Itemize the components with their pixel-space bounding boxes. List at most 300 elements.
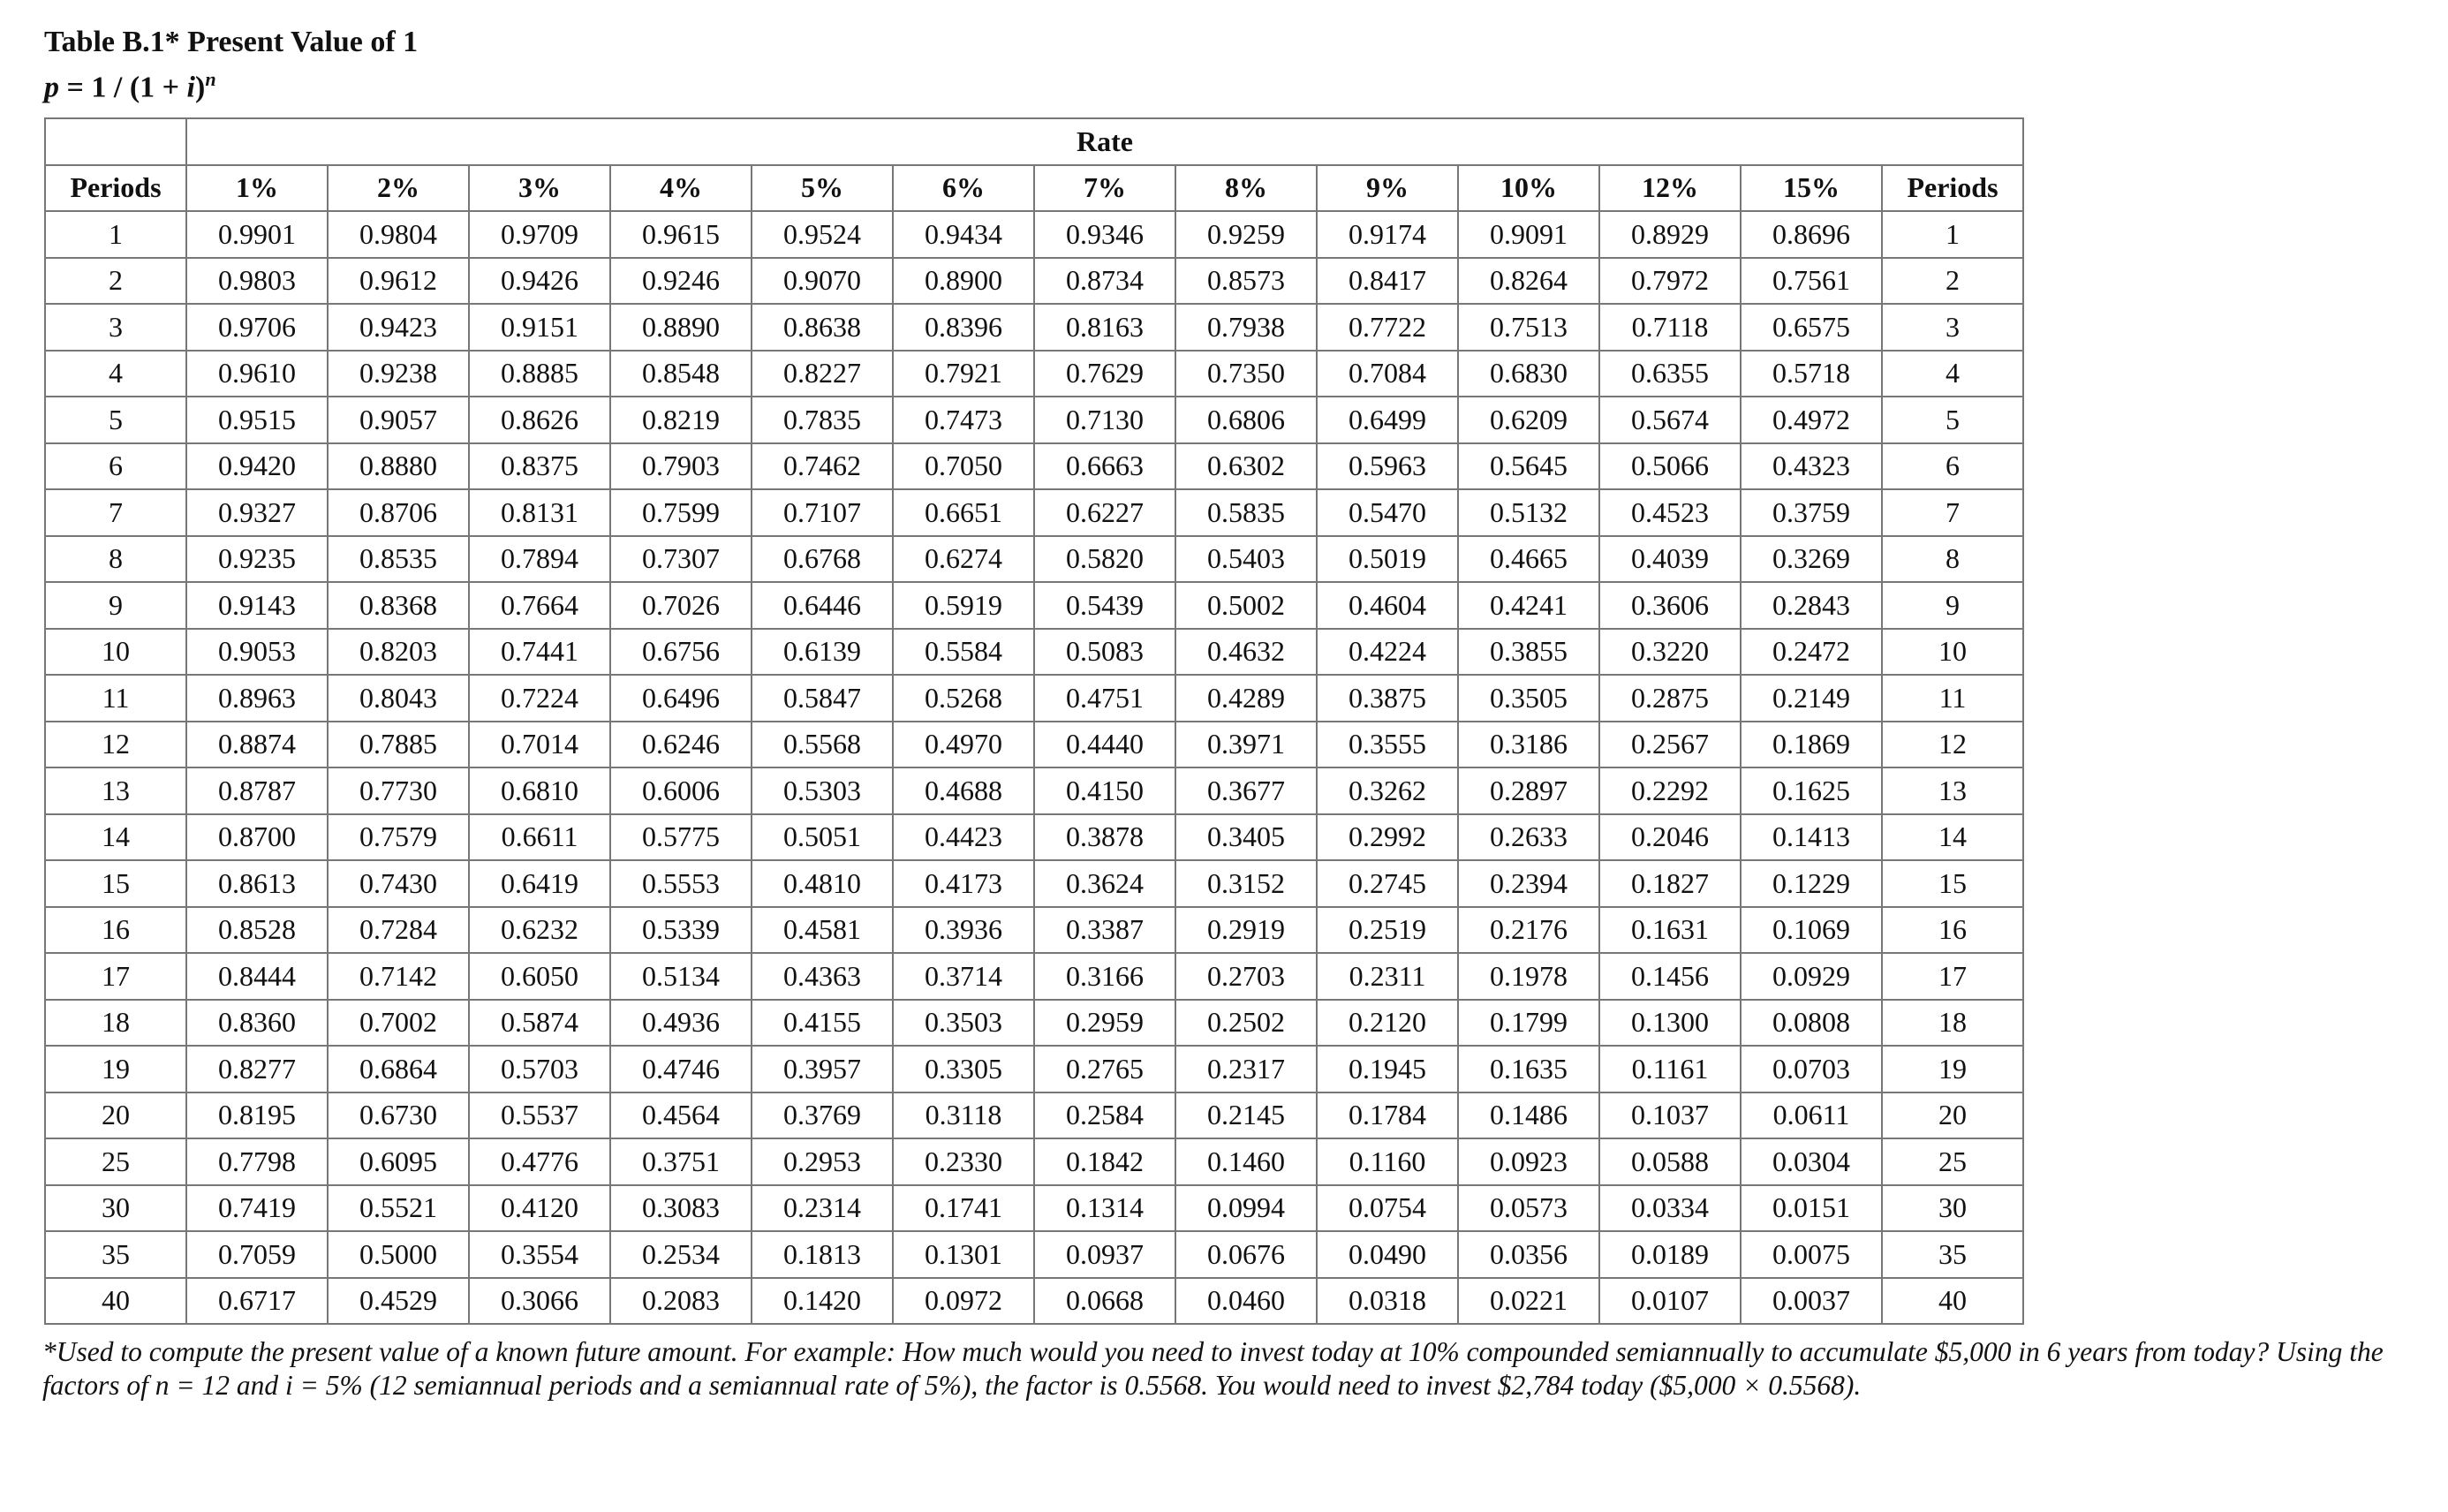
factor-cell: 0.3186 (1458, 722, 1599, 768)
factor-cell: 0.7107 (752, 489, 893, 536)
factor-cell: 0.8885 (469, 351, 610, 397)
period-cell-right: 12 (1882, 722, 2023, 768)
period-cell-right: 30 (1882, 1185, 2023, 1232)
period-cell: 19 (45, 1046, 186, 1092)
factor-cell: 0.7142 (328, 953, 469, 1000)
factor-cell: 0.6717 (186, 1278, 328, 1325)
factor-cell: 0.9706 (186, 304, 328, 351)
factor-cell: 0.0304 (1741, 1138, 1882, 1185)
factor-cell: 0.8573 (1175, 258, 1317, 305)
factor-cell: 0.1229 (1741, 860, 1882, 907)
table-row (45, 1185, 2023, 1232)
period-cell: 30 (45, 1185, 186, 1232)
factor-cell: 0.4363 (752, 953, 893, 1000)
factor-cell: 0.2534 (610, 1231, 752, 1278)
factor-cell: 0.4120 (469, 1185, 610, 1232)
factor-cell: 0.7664 (469, 582, 610, 629)
factor-cell: 0.6246 (610, 722, 752, 768)
factor-cell: 0.8613 (186, 860, 328, 907)
factor-cell: 0.3624 (1034, 860, 1175, 907)
factor-cell: 0.3971 (1175, 722, 1317, 768)
factor-cell: 0.0037 (1741, 1278, 1882, 1325)
factor-cell: 0.8734 (1034, 258, 1175, 305)
factor-cell: 0.5919 (893, 582, 1034, 629)
factor-cell: 0.4751 (1034, 675, 1175, 722)
factor-cell: 0.2145 (1175, 1092, 1317, 1139)
factor-cell: 0.7430 (328, 860, 469, 907)
factor-cell: 0.2176 (1458, 907, 1599, 954)
factor-cell: 0.7224 (469, 675, 610, 722)
factor-cell: 0.1314 (1034, 1185, 1175, 1232)
table-row (45, 1138, 2023, 1185)
factor-cell: 0.6496 (610, 675, 752, 722)
rate-column-header: 3% (469, 165, 610, 212)
factor-cell: 0.9070 (752, 258, 893, 305)
factor-cell: 0.9235 (186, 536, 328, 583)
table-row (45, 351, 2023, 397)
factor-cell: 0.7473 (893, 397, 1034, 443)
table-row (45, 953, 2023, 1000)
factor-cell: 0.5847 (752, 675, 893, 722)
formula-var: i (186, 71, 195, 104)
factor-cell: 0.7903 (610, 443, 752, 490)
factor-cell: 0.6209 (1458, 397, 1599, 443)
factor-cell: 0.0754 (1317, 1185, 1458, 1232)
factor-cell: 0.8890 (610, 304, 752, 351)
factor-cell: 0.9238 (328, 351, 469, 397)
factor-cell: 0.2897 (1458, 767, 1599, 814)
table-row (45, 860, 2023, 907)
factor-cell: 0.6446 (752, 582, 893, 629)
factor-cell: 0.2843 (1741, 582, 1882, 629)
factor-cell: 0.3305 (893, 1046, 1034, 1092)
factor-cell: 0.6274 (893, 536, 1034, 583)
rate-column-header: 8% (1175, 165, 1317, 212)
factor-cell: 0.9143 (186, 582, 328, 629)
factor-cell: 0.3262 (1317, 767, 1458, 814)
factor-cell: 0.2083 (610, 1278, 752, 1325)
period-cell: 35 (45, 1231, 186, 1278)
factor-cell: 0.3855 (1458, 629, 1599, 676)
rate-column-header: 1% (186, 165, 328, 212)
factor-cell: 0.2633 (1458, 814, 1599, 861)
factor-cell: 0.8219 (610, 397, 752, 443)
table-row (45, 582, 2023, 629)
factor-cell: 0.9259 (1175, 211, 1317, 258)
factor-cell: 0.2311 (1317, 953, 1458, 1000)
factor-cell: 0.6232 (469, 907, 610, 954)
factor-cell: 0.4632 (1175, 629, 1317, 676)
factor-cell: 0.0923 (1458, 1138, 1599, 1185)
table-row (45, 1046, 2023, 1092)
factor-cell: 0.2875 (1599, 675, 1741, 722)
factor-cell: 0.9615 (610, 211, 752, 258)
factor-cell: 0.7130 (1034, 397, 1175, 443)
period-cell-right: 2 (1882, 258, 2023, 305)
factor-cell: 0.3554 (469, 1231, 610, 1278)
factor-cell: 0.2703 (1175, 953, 1317, 1000)
rate-header-row (45, 118, 2023, 165)
factor-cell: 0.2120 (1317, 1000, 1458, 1047)
factor-cell: 0.4423 (893, 814, 1034, 861)
period-cell-right: 9 (1882, 582, 2023, 629)
table-row (45, 304, 2023, 351)
factor-cell: 0.9515 (186, 397, 328, 443)
period-cell: 5 (45, 397, 186, 443)
factor-cell: 0.3751 (610, 1138, 752, 1185)
factor-cell: 0.5019 (1317, 536, 1458, 583)
factor-cell: 0.4688 (893, 767, 1034, 814)
factor-cell: 0.7629 (1034, 351, 1175, 397)
factor-cell: 0.1945 (1317, 1046, 1458, 1092)
factor-cell: 0.1978 (1458, 953, 1599, 1000)
factor-cell: 0.5439 (1034, 582, 1175, 629)
period-cell-right: 20 (1882, 1092, 2023, 1139)
period-cell: 15 (45, 860, 186, 907)
factor-cell: 0.8700 (186, 814, 328, 861)
factor-cell: 0.4604 (1317, 582, 1458, 629)
period-cell-right: 7 (1882, 489, 2023, 536)
table-row (45, 1231, 2023, 1278)
factor-cell: 0.7307 (610, 536, 752, 583)
factor-cell: 0.0334 (1599, 1185, 1741, 1232)
factor-cell: 0.8696 (1741, 211, 1882, 258)
factor-cell: 0.5066 (1599, 443, 1741, 490)
period-cell-right: 8 (1882, 536, 2023, 583)
factor-cell: 0.3066 (469, 1278, 610, 1325)
factor-cell: 0.6355 (1599, 351, 1741, 397)
factor-cell: 0.2567 (1599, 722, 1741, 768)
factor-cell: 0.9426 (469, 258, 610, 305)
period-cell-right: 40 (1882, 1278, 2023, 1325)
factor-cell: 0.7921 (893, 351, 1034, 397)
factor-cell: 0.5051 (752, 814, 893, 861)
factor-cell: 0.1784 (1317, 1092, 1458, 1139)
factor-cell: 0.7118 (1599, 304, 1741, 351)
factor-cell: 0.6810 (469, 767, 610, 814)
factor-cell: 0.0808 (1741, 1000, 1882, 1047)
factor-cell: 0.8528 (186, 907, 328, 954)
rate-column-header: 12% (1599, 165, 1741, 212)
factor-cell: 0.2502 (1175, 1000, 1317, 1047)
factor-cell: 0.6768 (752, 536, 893, 583)
period-cell-right: 19 (1882, 1046, 2023, 1092)
factor-cell: 0.0151 (1741, 1185, 1882, 1232)
factor-cell: 0.9612 (328, 258, 469, 305)
factor-cell: 0.1420 (752, 1278, 893, 1325)
factor-cell: 0.1635 (1458, 1046, 1599, 1092)
factor-cell: 0.8131 (469, 489, 610, 536)
factor-cell: 0.0588 (1599, 1138, 1741, 1185)
period-cell-right: 6 (1882, 443, 2023, 490)
table-row (45, 489, 2023, 536)
factor-cell: 0.6651 (893, 489, 1034, 536)
factor-cell: 0.8396 (893, 304, 1034, 351)
factor-cell: 0.9610 (186, 351, 328, 397)
period-cell: 18 (45, 1000, 186, 1047)
factor-cell: 0.2330 (893, 1138, 1034, 1185)
factor-cell: 0.2292 (1599, 767, 1741, 814)
rate-header: Rate (186, 118, 2023, 165)
factor-cell: 0.7579 (328, 814, 469, 861)
factor-cell: 0.6756 (610, 629, 752, 676)
factor-cell: 0.0075 (1741, 1231, 1882, 1278)
blank-header-cell (45, 118, 186, 165)
factor-cell: 0.0221 (1458, 1278, 1599, 1325)
factor-cell: 0.6139 (752, 629, 893, 676)
factor-cell: 0.7014 (469, 722, 610, 768)
factor-cell: 0.9434 (893, 211, 1034, 258)
factor-cell: 0.0107 (1599, 1278, 1741, 1325)
factor-cell: 0.4936 (610, 1000, 752, 1047)
factor-cell: 0.8417 (1317, 258, 1458, 305)
factor-cell: 0.4564 (610, 1092, 752, 1139)
factor-cell: 0.6006 (610, 767, 752, 814)
period-cell: 13 (45, 767, 186, 814)
factor-cell: 0.9423 (328, 304, 469, 351)
period-cell-right: 5 (1882, 397, 2023, 443)
table-row (45, 1092, 2023, 1139)
factor-cell: 0.2919 (1175, 907, 1317, 954)
factor-cell: 0.6806 (1175, 397, 1317, 443)
factor-cell: 0.8264 (1458, 258, 1599, 305)
factor-cell: 0.8277 (186, 1046, 328, 1092)
factor-cell: 0.5835 (1175, 489, 1317, 536)
formula-exponent: n (205, 68, 216, 90)
factor-cell: 0.2149 (1741, 675, 1882, 722)
factor-cell: 0.7722 (1317, 304, 1458, 351)
factor-cell: 0.9901 (186, 211, 328, 258)
factor-cell: 0.4972 (1741, 397, 1882, 443)
factor-cell: 0.0189 (1599, 1231, 1741, 1278)
table-body (45, 211, 2023, 1324)
factor-cell: 0.5703 (469, 1046, 610, 1092)
table-row (45, 443, 2023, 490)
factor-cell: 0.8787 (186, 767, 328, 814)
factor-cell: 0.4039 (1599, 536, 1741, 583)
factor-cell: 0.7350 (1175, 351, 1317, 397)
factor-cell: 0.7938 (1175, 304, 1317, 351)
factor-cell: 0.2519 (1317, 907, 1458, 954)
factor-cell: 0.3878 (1034, 814, 1175, 861)
factor-cell: 0.2046 (1599, 814, 1741, 861)
factor-cell: 0.8900 (893, 258, 1034, 305)
factor-cell: 0.8626 (469, 397, 610, 443)
factor-cell: 0.4581 (752, 907, 893, 954)
factor-cell: 0.4970 (893, 722, 1034, 768)
footnote: *Used to compute the present value of a known future amount. For example: How much would you need to invest today at 10% compounded semiannually to accumulate $5,000 in 6 years from today? Using the factors of n = 12 and i = 5% (12 semiannual periods and a semiannual rate of 5%), the factor is 0.5568. You would need to invest $2,784 today ($5,000 × 0.5568). (42, 1336, 2384, 1401)
factor-cell: 0.8706 (328, 489, 469, 536)
factor-cell: 0.1625 (1741, 767, 1882, 814)
factor-cell: 0.7798 (186, 1138, 328, 1185)
factor-cell: 0.1827 (1599, 860, 1741, 907)
period-cell: 12 (45, 722, 186, 768)
factor-cell: 0.5132 (1458, 489, 1599, 536)
factor-cell: 0.8043 (328, 675, 469, 722)
period-cell-right: 16 (1882, 907, 2023, 954)
factor-cell: 0.6864 (328, 1046, 469, 1092)
factor-cell: 0.3555 (1317, 722, 1458, 768)
factor-cell: 0.8548 (610, 351, 752, 397)
factor-cell: 0.1069 (1741, 907, 1882, 954)
factor-cell: 0.2394 (1458, 860, 1599, 907)
factor-cell: 0.7835 (752, 397, 893, 443)
table-row (45, 258, 2023, 305)
present-value-table (44, 117, 2024, 1325)
formula-lhs: p (44, 71, 59, 104)
table-row (45, 675, 2023, 722)
factor-cell: 0.6227 (1034, 489, 1175, 536)
period-cell: 3 (45, 304, 186, 351)
table-row (45, 1278, 2023, 1325)
factor-cell: 0.0994 (1175, 1185, 1317, 1232)
rate-column-header: 7% (1034, 165, 1175, 212)
factor-cell: 0.3714 (893, 953, 1034, 1000)
factor-cell: 0.9091 (1458, 211, 1599, 258)
period-cell-right: 14 (1882, 814, 2023, 861)
period-cell: 14 (45, 814, 186, 861)
rate-column-header: 4% (610, 165, 752, 212)
factor-cell: 0.7599 (610, 489, 752, 536)
factor-cell: 0.5874 (469, 1000, 610, 1047)
formula-mid: = 1 / (1 + (59, 71, 187, 104)
factor-cell: 0.4810 (752, 860, 893, 907)
factor-cell: 0.6830 (1458, 351, 1599, 397)
table-row (45, 536, 2023, 583)
factor-cell: 0.3405 (1175, 814, 1317, 861)
table-title: Table B.1* Present Value of 1 (44, 26, 419, 58)
factor-cell: 0.5083 (1034, 629, 1175, 676)
factor-cell: 0.5645 (1458, 443, 1599, 490)
factor-cell: 0.3875 (1317, 675, 1458, 722)
factor-cell: 0.7284 (328, 907, 469, 954)
factor-cell: 0.7050 (893, 443, 1034, 490)
factor-cell: 0.2765 (1034, 1046, 1175, 1092)
period-cell: 40 (45, 1278, 186, 1325)
table-row (45, 722, 2023, 768)
factor-cell: 0.0676 (1175, 1231, 1317, 1278)
factor-cell: 0.8929 (1599, 211, 1741, 258)
table-row (45, 907, 2023, 954)
period-cell-right: 25 (1882, 1138, 2023, 1185)
period-cell: 11 (45, 675, 186, 722)
factor-cell: 0.7885 (328, 722, 469, 768)
factor-cell: 0.7084 (1317, 351, 1458, 397)
factor-cell: 0.0929 (1741, 953, 1882, 1000)
period-cell: 17 (45, 953, 186, 1000)
factor-cell: 0.5002 (1175, 582, 1317, 629)
factor-cell: 0.9327 (186, 489, 328, 536)
period-cell-right: 35 (1882, 1231, 2023, 1278)
factor-cell: 0.6499 (1317, 397, 1458, 443)
factor-cell: 0.5584 (893, 629, 1034, 676)
period-cell-right: 11 (1882, 675, 2023, 722)
factor-cell: 0.1869 (1741, 722, 1882, 768)
factor-cell: 0.5674 (1599, 397, 1741, 443)
factor-cell: 0.6302 (1175, 443, 1317, 490)
table-row (45, 629, 2023, 676)
factor-cell: 0.3936 (893, 907, 1034, 954)
factor-cell: 0.0972 (893, 1278, 1034, 1325)
factor-cell: 0.7561 (1741, 258, 1882, 305)
factor-cell: 0.7002 (328, 1000, 469, 1047)
table-row (45, 397, 2023, 443)
factor-cell: 0.4224 (1317, 629, 1458, 676)
factor-cell: 0.3759 (1741, 489, 1882, 536)
factor-cell: 0.5963 (1317, 443, 1458, 490)
factor-cell: 0.7972 (1599, 258, 1741, 305)
factor-cell: 0.8227 (752, 351, 893, 397)
factor-cell: 0.0490 (1317, 1231, 1458, 1278)
factor-cell: 0.0937 (1034, 1231, 1175, 1278)
factor-cell: 0.3503 (893, 1000, 1034, 1047)
factor-cell: 0.9709 (469, 211, 610, 258)
factor-cell: 0.7419 (186, 1185, 328, 1232)
factor-cell: 0.9420 (186, 443, 328, 490)
factor-cell: 0.0703 (1741, 1046, 1882, 1092)
factor-cell: 0.6095 (328, 1138, 469, 1185)
factor-cell: 0.9804 (328, 211, 469, 258)
column-header-row (45, 165, 2023, 212)
periods-header-right: Periods (1882, 165, 2023, 212)
period-cell-right: 1 (1882, 211, 2023, 258)
factor-cell: 0.0668 (1034, 1278, 1175, 1325)
factor-cell: 0.5718 (1741, 351, 1882, 397)
factor-cell: 0.8360 (186, 1000, 328, 1047)
factor-cell: 0.2584 (1034, 1092, 1175, 1139)
factor-cell: 0.5303 (752, 767, 893, 814)
factor-cell: 0.7513 (1458, 304, 1599, 351)
factor-cell: 0.4523 (1599, 489, 1741, 536)
factor-cell: 0.6050 (469, 953, 610, 1000)
factor-cell: 0.3269 (1741, 536, 1882, 583)
rate-column-header: 10% (1458, 165, 1599, 212)
factor-cell: 0.8368 (328, 582, 469, 629)
factor-cell: 0.2745 (1317, 860, 1458, 907)
factor-cell: 0.5403 (1175, 536, 1317, 583)
factor-cell: 0.2953 (752, 1138, 893, 1185)
rate-column-header: 2% (328, 165, 469, 212)
factor-cell: 0.4155 (752, 1000, 893, 1047)
period-cell: 8 (45, 536, 186, 583)
table-row (45, 767, 2023, 814)
period-cell-right: 17 (1882, 953, 2023, 1000)
factor-cell: 0.6730 (328, 1092, 469, 1139)
factor-cell: 0.1813 (752, 1231, 893, 1278)
factor-cell: 0.3677 (1175, 767, 1317, 814)
factor-cell: 0.4665 (1458, 536, 1599, 583)
factor-cell: 0.5775 (610, 814, 752, 861)
factor-cell: 0.9524 (752, 211, 893, 258)
period-cell-right: 15 (1882, 860, 2023, 907)
period-cell: 10 (45, 629, 186, 676)
factor-cell: 0.9174 (1317, 211, 1458, 258)
factor-cell: 0.1037 (1599, 1092, 1741, 1139)
factor-cell: 0.4323 (1741, 443, 1882, 490)
period-cell-right: 18 (1882, 1000, 2023, 1047)
factor-cell: 0.6611 (469, 814, 610, 861)
factor-cell: 0.0573 (1458, 1185, 1599, 1232)
factor-cell: 0.3769 (752, 1092, 893, 1139)
factor-cell: 0.7462 (752, 443, 893, 490)
factor-cell: 0.1799 (1458, 1000, 1599, 1047)
period-cell-right: 10 (1882, 629, 2023, 676)
factor-cell: 0.2992 (1317, 814, 1458, 861)
factor-cell: 0.9246 (610, 258, 752, 305)
factor-cell: 0.0611 (1741, 1092, 1882, 1139)
factor-cell: 0.8638 (752, 304, 893, 351)
factor-cell: 0.1842 (1034, 1138, 1175, 1185)
